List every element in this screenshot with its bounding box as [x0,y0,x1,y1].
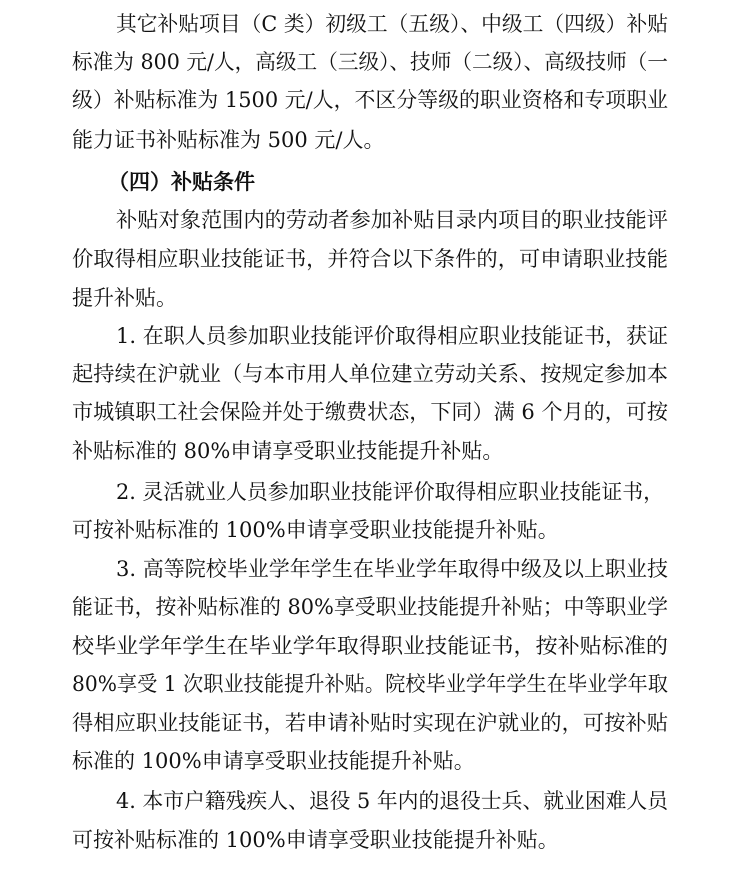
text-line-9 [0,317,750,355]
text-line-3 [0,81,750,119]
text-line-20 [0,742,750,780]
text-line-7 [0,240,750,278]
line-text: 级）补贴标准为 1500 元/人，不区分等级的职业资格和专项职业 [72,88,669,112]
text-line-16 [0,588,750,626]
line-text: 1. 在职人员参加职业技能评价取得相应职业技能证书，获证 [116,324,668,348]
line-text: 提升补贴。 [72,286,177,310]
text-line-1 [0,5,750,43]
line-text: 80%享受 1 次职业技能提升补贴。院校毕业学年学生在毕业学年取 [72,672,668,696]
text-line-10 [0,355,750,393]
line-text: 得相应职业技能证书，若申请补贴时实现在沪就业的，可按补贴 [72,711,668,735]
text-line-17 [0,627,750,665]
text-line-21 [0,782,750,820]
line-text: 校毕业学年学生在毕业学年取得职业技能证书，按补贴标准的 [72,634,668,658]
section-heading [0,163,750,201]
text-line-14 [0,511,750,549]
line-text: 可按补贴标准的 100%申请享受职业技能提升补贴。 [72,518,559,542]
text-line-13 [0,473,750,511]
line-text: 标准为 800 元/人，高级工（三级）、技师（二级）、高级技师（一 [72,50,669,74]
text-line-11 [0,393,750,431]
line-text: 能力证书补贴标准为 500 元/人。 [72,128,385,152]
section-heading-text: （四）补贴条件 [108,170,255,194]
text-line-15 [0,550,750,588]
text-line-22 [0,821,750,859]
text-line-2 [0,43,750,81]
text-line-19 [0,704,750,742]
text-line-8 [0,279,750,317]
line-text: 2. 灵活就业人员参加职业技能评价取得相应职业技能证书， [116,480,665,504]
text-line-4 [0,121,750,159]
line-text: 标准的 100%申请享受职业技能提升补贴。 [72,749,475,773]
line-text: 其它补贴项目（C 类）初级工（五级）、中级工（四级）补贴 [116,12,668,36]
line-text: 补贴对象范围内的劳动者参加补贴目录内项目的职业技能评 [116,208,669,232]
line-text: 价取得相应职业技能证书，并符合以下条件的，可申请职业技能 [72,247,668,271]
line-text: 补贴标准的 80%申请享受职业技能提升补贴。 [72,439,504,463]
text-line-18 [0,665,750,703]
line-text: 3. 高等院校毕业学年学生在毕业学年取得中级及以上职业技 [116,557,668,581]
text-line-12 [0,432,750,470]
line-text: 市城镇职工社会保险并处于缴费状态，下同）满 6 个月的，可按 [72,400,668,424]
line-text: 能证书，按补贴标准的 80%享受职业技能提升补贴；中等职业学 [72,595,669,619]
line-text: 4. 本市户籍残疾人、退役 5 年内的退役士兵、就业困难人员 [116,789,669,813]
line-text: 可按补贴标准的 100%申请享受职业技能提升补贴。 [72,828,559,852]
line-text: 起持续在沪就业（与本市用人单位建立劳动关系、按规定参加本 [72,362,668,386]
text-line-6 [0,201,750,239]
